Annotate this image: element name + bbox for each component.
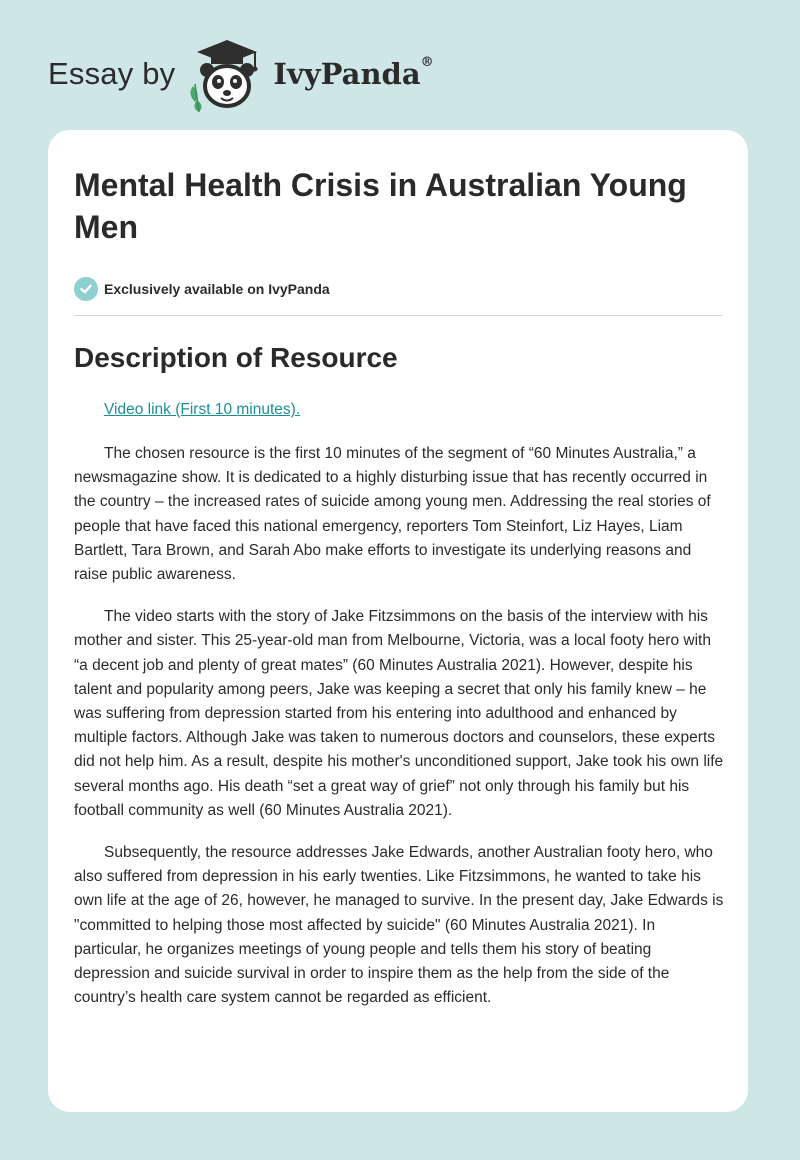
video-link[interactable]: Video link (First 10 minutes). [104,401,301,418]
paragraph: The chosen resource is the first 10 minutes of the segment of “60 Minutes Australia,” a newsmagazine show. It is dedicated to a highly disturbing issue that has recently occurred in the country – the increased rates of suicide among young men. Addressing the real stories of people that have faced this national emergency, reporters Tom Steinfort, Liz Hayes, Liam Bartlett, Tara Brown, and Sarah Abo make efforts to investigate its underlying reasons and raise public awareness. [74,445,711,584]
section-heading: Description of Resource [74,342,398,373]
page-title: Mental Health Crisis in Australian Young Men [74,167,687,245]
exclusive-badge [74,276,722,302]
check-icon [74,277,98,301]
paragraph: The video starts with the story of Jake Fitzsimmons on the basis of the interview with his mother and sister. This 25-year-old man from Melbourne, Victoria, was a local footy hero with “a decent job and plenty of great mates” (60 Minutes Australia 2021). However, despite his talent and popularity among peers, Jake was keeping a secret that only his family knew – he was suffering from depression started from his entering into adulthood and enhanced by multiple factors. Although Jake was taken to numerous doctors and counselors, these experts did not help him. As a result, despite his mother's unconditioned support, Jake took his own life several months ago. His death “set a great way of grief” not only through his family but his football community as well (60 Minutes Australia 2021). [74,608,724,819]
site-header [48,36,434,112]
divider [74,315,722,316]
registered-mark: ® [420,55,434,70]
brand-name[interactable]: IvyPanda® [273,55,434,91]
essay-card [48,130,748,1112]
essay-by-label: Essay by [48,56,176,91]
panda-logo-icon[interactable] [183,36,269,112]
badge-label: Exclusively available on IvyPanda [104,281,330,297]
paragraph: Subsequently, the resource addresses Jake Edwards, another Australian footy hero, who also suffered from depression in his early twenties. Like Fitzsimmons, he wanted to take his own life at the age of 26, however, he managed to survive. In the present day, Jake Edwards is "committed to helping those most affected by suicide" (60 Minutes Australia 2021). In particular, he organizes meetings of young people and tells them his story of beating depression and suicide survival in order to inspire them as the help from the side of the country’s health care system cannot be regarded as efficient. [74,844,724,1007]
